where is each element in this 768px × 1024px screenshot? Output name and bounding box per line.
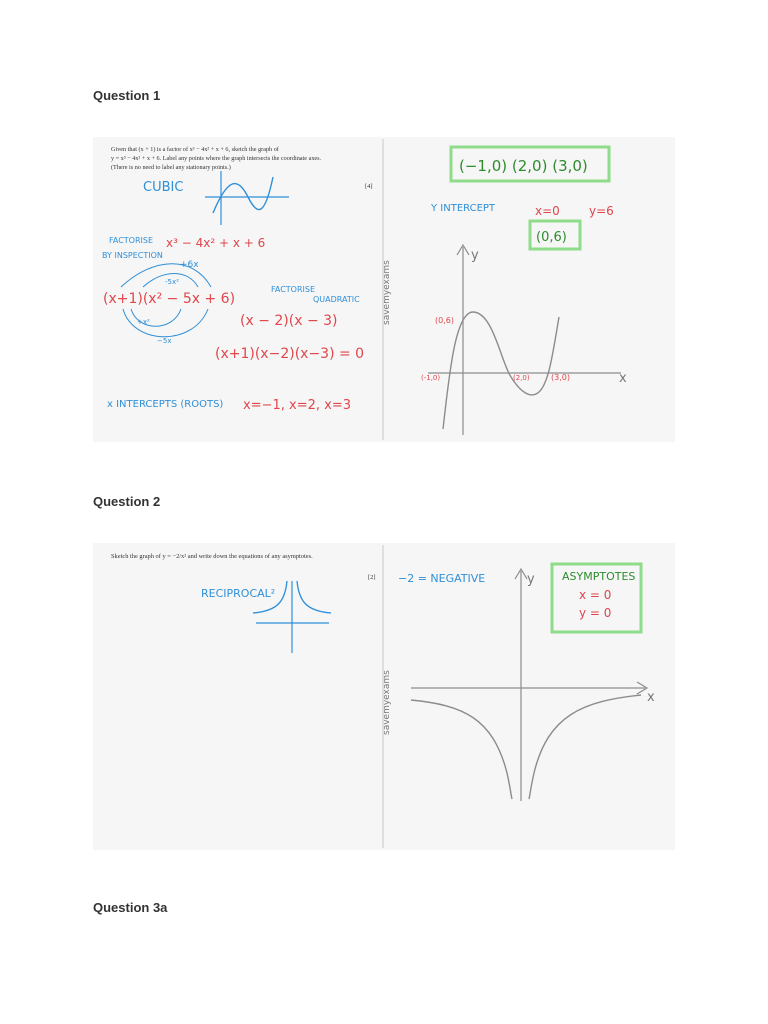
graph-y-label: y <box>471 248 479 263</box>
question-1-panel <box>93 137 675 442</box>
prompt-line-2: y = x³ − 4x² + x + 6. Label any points where the graph intersects the coordinate axes. <box>111 155 322 162</box>
graph-x-label: x <box>619 371 627 386</box>
question-1-heading: Question 1 <box>93 88 161 103</box>
y-intercept-x0: x=0 <box>535 204 560 218</box>
savemyexams-brand: savemyexams <box>382 260 392 325</box>
negative-note: −2 = NEGATIVE <box>398 572 486 585</box>
marks-label: [4] <box>365 183 373 190</box>
question-2-heading: Question 2 <box>93 494 161 509</box>
question-2-worksheet <box>93 543 675 850</box>
reciprocal-sketch-right <box>297 581 331 613</box>
asymptote-x0: x = 0 <box>579 588 612 602</box>
prompt-text: Sketch the graph of y = −2/x² and write down the equations of any asymptotes. <box>111 553 313 560</box>
prompt-line-3: (There is no need to label any stationary points.) <box>111 164 231 171</box>
note-plus-6x: +6x <box>180 260 199 270</box>
question-3a-heading: Question 3a <box>93 900 168 915</box>
full-equation: (x+1)(x−2)(x−3) = 0 <box>215 346 365 362</box>
asymptote-y0: y = 0 <box>579 606 612 620</box>
cubic-expression: x³ − 4x² + x + 6 <box>166 236 266 250</box>
graph-x-label: x <box>647 690 655 705</box>
reciprocal-curve-right <box>529 695 641 799</box>
x-intercepts-label: x INTERCEPTS (ROOTS) <box>107 399 224 410</box>
y-intercept-label: Y INTERCEPT <box>431 203 496 214</box>
graph-y-label: y <box>527 572 535 587</box>
note-minus-5x2: -5x² <box>165 278 179 286</box>
point-3-0: (3,0) <box>551 373 570 382</box>
roots-points: (−1,0) (2,0) (3,0) <box>459 157 588 175</box>
note-plus-x2: +x² <box>137 318 150 326</box>
factorise-label: FACTORISE <box>109 236 154 245</box>
marks-label: [2] <box>368 574 376 581</box>
point-0-6: (0,6) <box>435 316 454 325</box>
question-2-panel <box>93 543 675 850</box>
by-inspection-label: BY INSPECTION <box>102 251 163 260</box>
reciprocal-curve-left <box>411 700 512 799</box>
note-minus-5x: −5x <box>157 337 172 345</box>
point-m1-0: (-1,0) <box>421 374 441 382</box>
factorise-quadratic-label: FACTORISE <box>271 285 316 294</box>
reciprocal-label: RECIPROCAL² <box>201 587 276 600</box>
y-intercept-point: (0,6) <box>536 230 567 245</box>
inspection-arc-4 <box>123 309 208 337</box>
quadratic-label: QUADRATIC <box>313 295 360 304</box>
cubic-label: CUBIC <box>143 180 184 195</box>
cubic-curve <box>443 312 559 429</box>
question-1-worksheet <box>93 137 675 442</box>
savemyexams-brand: savemyexams <box>382 670 392 735</box>
point-2-0: (2,0) <box>513 374 530 382</box>
cubic-sketch-curve <box>213 177 273 213</box>
asymptotes-label: ASYMPTOTES <box>562 570 636 583</box>
y-intercept-y6: y=6 <box>589 204 614 218</box>
factored-expression: (x+1)(x² − 5x + 6) <box>103 291 236 307</box>
quadratic-factored: (x − 2)(x − 3) <box>240 313 338 329</box>
prompt-line-1: Given that (x + 1) is a factor of x³ − 4x² + x + 6, sketch the graph of <box>111 146 279 153</box>
roots-text: x=−1, x=2, x=3 <box>243 398 351 413</box>
